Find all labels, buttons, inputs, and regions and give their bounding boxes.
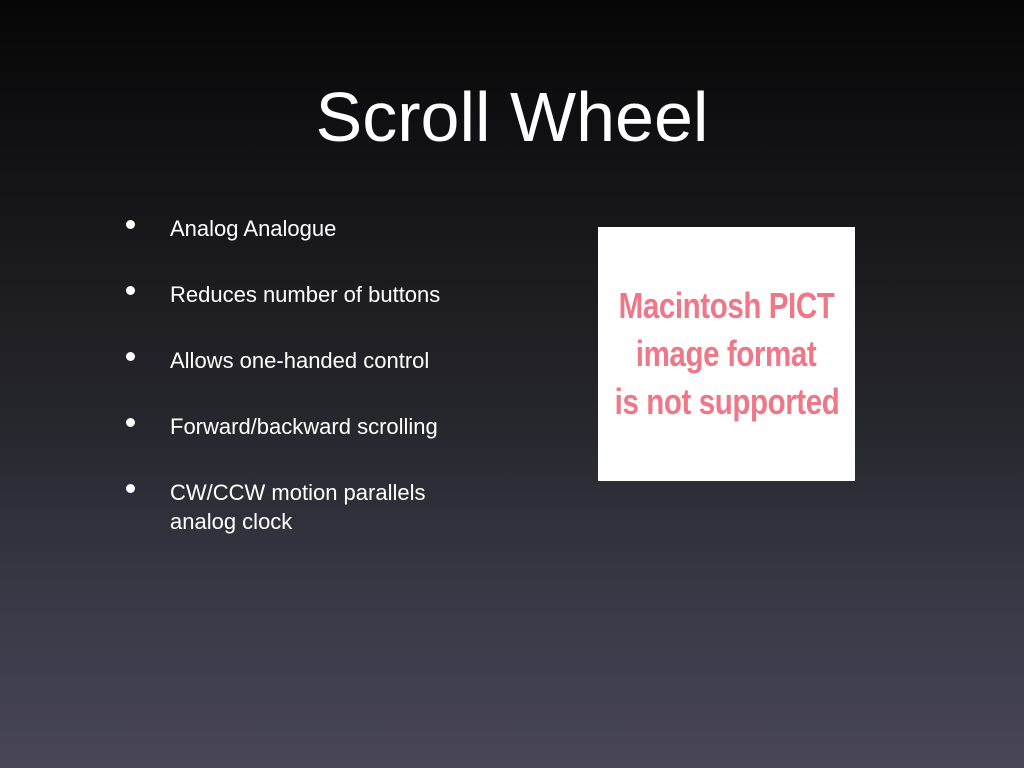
bullet-dot-icon: [126, 484, 135, 493]
bullet-dot-icon: [126, 286, 135, 295]
bullet-item: [120, 412, 540, 441]
bullet-dot-icon: [126, 352, 135, 361]
bullet-text: Forward/backward scrolling: [170, 414, 438, 439]
unsupported-image-placeholder: [598, 227, 855, 481]
slide-title: Scroll Wheel: [315, 78, 709, 156]
bullet-item: [120, 214, 540, 243]
bullet-item: [120, 280, 540, 309]
bullet-text: Analog Analogue: [170, 216, 337, 241]
bullet-dot-icon: [126, 418, 135, 427]
placeholder-text-line: image format: [636, 333, 817, 374]
placeholder-text-line: Macintosh PICT: [618, 285, 835, 326]
placeholder-text-line: is not supported: [614, 381, 839, 422]
bullet-item: [120, 346, 540, 375]
bullet-text: CW/CCW motion parallels analog clock: [170, 480, 426, 534]
bullet-list: [120, 214, 540, 573]
bullet-item: [120, 478, 470, 536]
bullet-dot-icon: [126, 220, 135, 229]
bullet-text: Allows one-handed control: [170, 348, 430, 373]
bullet-text: Reduces number of buttons: [170, 282, 441, 307]
